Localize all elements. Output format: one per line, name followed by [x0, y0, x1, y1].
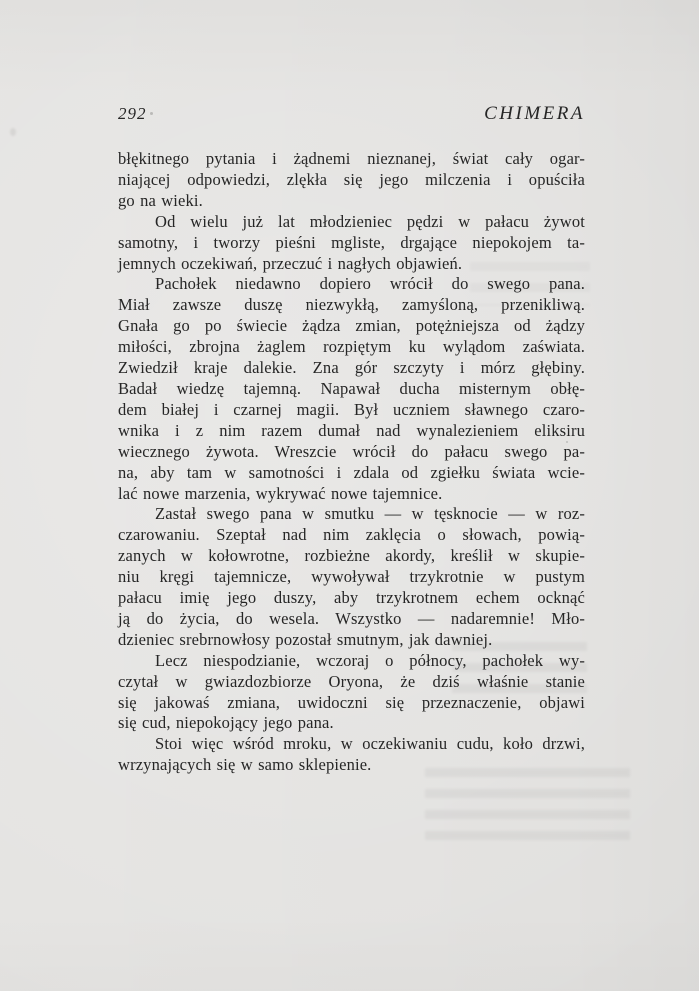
text-line: ją do życia, do wesela. Wszystko — nadaremnie! Mło-: [118, 608, 585, 628]
text-block: [118, 149, 585, 776]
text-line: Lecz niespodzianie, wczoraj o północy, pachołek wy-: [155, 650, 585, 670]
text-line: błękitnego pytania i żądnemi nieznanej, świat cały ogar-: [118, 149, 585, 168]
text-line: jemnych oczekiwań, przeczuć i nagłych objawień.: [118, 253, 463, 273]
paragraph: [118, 212, 585, 275]
text-line: Zwiedził kraje dalekie. Zna gór szczyty i mórz głębiny.: [118, 358, 585, 378]
text-line: go na wieki.: [118, 190, 203, 210]
paragraph: [118, 504, 585, 650]
text-line: czarowaniu. Szeptał nad nim zaklęcia o słowach, powią-: [118, 525, 585, 545]
text-line: Badał wiedzę tajemną. Napawał ducha misternym obłę-: [118, 378, 585, 398]
text-line: samotny, i tworzy pieśni mgliste, drgające niepokojem ta-: [118, 232, 585, 252]
page-header: [118, 103, 585, 125]
text-line: zanych w kołowrotne, rozbieżne akordy, kreślił w skupie-: [118, 546, 585, 566]
text-line: pałacu imię jego duszy, aby trzykrotnem echem ocknąć: [118, 588, 585, 608]
paragraph: [118, 149, 585, 212]
text-line: Gnała go po świecie żądza zmian, potężniejsza od żądzy: [118, 316, 585, 336]
text-line: wrzynających się w samo sklepienie.: [118, 755, 372, 775]
paragraph: [118, 734, 585, 776]
text-line: dem białej i czarnej magii. Był uczniem sławnego czaro-: [118, 399, 585, 419]
paragraph: [118, 651, 585, 735]
text-line: lać nowe marzenia, wykrywać nowe tajemnice.: [118, 483, 443, 503]
text-line: miłości, zbrojna żaglem rozpiętym ku wylądom zaświata.: [118, 337, 585, 357]
text-line: Pachołek niedawno dopiero wrócił do swego pana.: [155, 274, 585, 294]
text-line: na, aby tam w samotności i zdala od zgiełku świata wcie-: [118, 462, 585, 482]
text-line: się jakowaś zmiana, uwidoczni się przeznaczenie, objawi: [118, 692, 585, 712]
running-title: CHIMERA: [484, 103, 585, 124]
text-line: się cud, niepokojący jego pana.: [118, 713, 334, 733]
text-line: Zastał swego pana w smutku — w tęsknocie — w roz-: [155, 504, 585, 524]
text-line: Od wielu już lat młodzieniec pędzi w pałacu żywot: [155, 211, 585, 231]
text-line: dzieniec srebrnowłosy pozostał smutnym, jak dawniej.: [118, 629, 493, 649]
text-line: wiecznego żywota. Wreszcie wrócił do pałacu swego pa-: [118, 441, 585, 461]
text-line: czytał w gwiazdozbiorze Oryona, że dziś właśnie stanie: [118, 671, 585, 691]
paper-speck: [10, 128, 16, 136]
page-number: 292: [118, 104, 147, 123]
bleedthrough-ghost: [425, 768, 630, 846]
paragraph: [118, 274, 585, 504]
text-line: wnika i z nim razem dumał nad wynalezieniem eliksiru: [118, 420, 585, 440]
text-line: Stoi więc wśród mroku, w oczekiwaniu cudu, koło drzwi,: [155, 734, 585, 754]
text-line: niającej odpowiedzi, zlękła się jego milczenia i opuściła: [118, 169, 585, 189]
text-line: niu kręgi tajemnicze, wywoływał trzykrotnie w pustym: [118, 567, 585, 587]
text-line: Miał zawsze duszę niezwykłą, zamyśloną, przenikliwą.: [118, 295, 585, 315]
